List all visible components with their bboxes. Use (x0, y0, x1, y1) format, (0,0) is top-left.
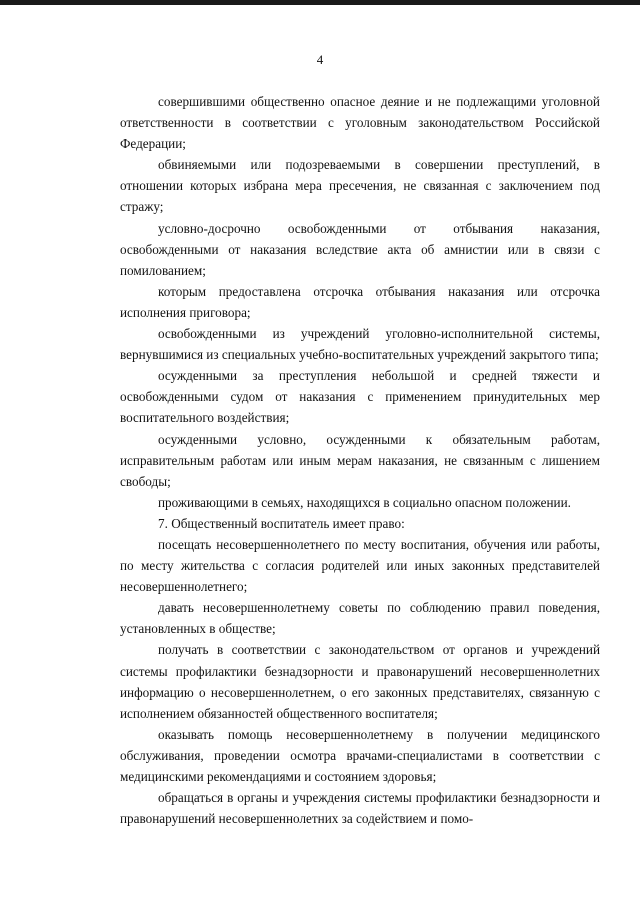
paragraph-right-item: обращаться в органы и учреждения системы профилактики безнадзорности и правонарушений несовершеннолетних за содействием и помо- (120, 790, 600, 827)
paragraph-list-item: обвиняемыми или подозреваемыми в совершении преступлений, в отношении которых избрана мера пресечения, не связанная с заключением под стражу; (120, 157, 600, 215)
paragraph-list-item: проживающими в семьях, находящихся в социально опасном положении. (158, 494, 571, 510)
paragraph-list-item: осужденными условно, осужденными к обязательным работам, исправительным работам или иным мерам наказания, не связанным с лишением свободы; (120, 431, 600, 489)
paragraph-list-item: совершившими общественно опасное деяние и не подлежащими уголовной ответственности в соответствии с уголовным законодательством Российской Федерации; (120, 94, 600, 152)
paragraph-right-item: давать несовершеннолетнему советы по соблюдению правил поведения, установленных в обществе; (120, 600, 600, 637)
paragraph-list-item: условно-досрочно освобожденными от отбывания наказания, освобожденными от наказания вследствие акта об амнистии или в связи с помилованием; (120, 220, 600, 278)
paragraph-right-item: посещать несовершеннолетнего по месту воспитания, обучения или работы, по месту жительства с согласия родителей или иных законных представителей несовершеннолетнего; (120, 536, 600, 595)
document-body (120, 91, 600, 829)
top-border-line (0, 0, 640, 5)
page-number: 4 (316, 52, 324, 67)
section-heading: 7. Общественный воспитатель имеет право: (158, 515, 405, 531)
paragraph-list-item: освобожденными из учреждений уголовно-исполнительной системы, вернувшимися из специальных учебно-воспитательных учреждений закрытого типа; (120, 326, 600, 363)
paragraph-right-item: оказывать помощь несовершеннолетнему в получении медицинского обслуживания, проведении осмотра врачами-специалистами в соответствии с медицинскими рекомендациями и состоянием здоровья; (120, 726, 600, 784)
paragraph-list-item: осужденными за преступления небольшой и средней тяжести и освобожденными судом от наказания с применением принудительных мер воспитательного воздействия; (120, 368, 600, 426)
paragraph-right-item: получать в соответствии с законодательством от органов и учреждений системы профилактики безнадзорности и правонарушений несовершеннолетних информацию о несовершеннолетнем, о его законных представителях, связанную с исполнением обязанностей общественного воспитателя; (120, 642, 600, 721)
paragraph-list-item: которым предоставлена отсрочка отбывания наказания или отсрочка исполнения приговора; (120, 283, 600, 320)
